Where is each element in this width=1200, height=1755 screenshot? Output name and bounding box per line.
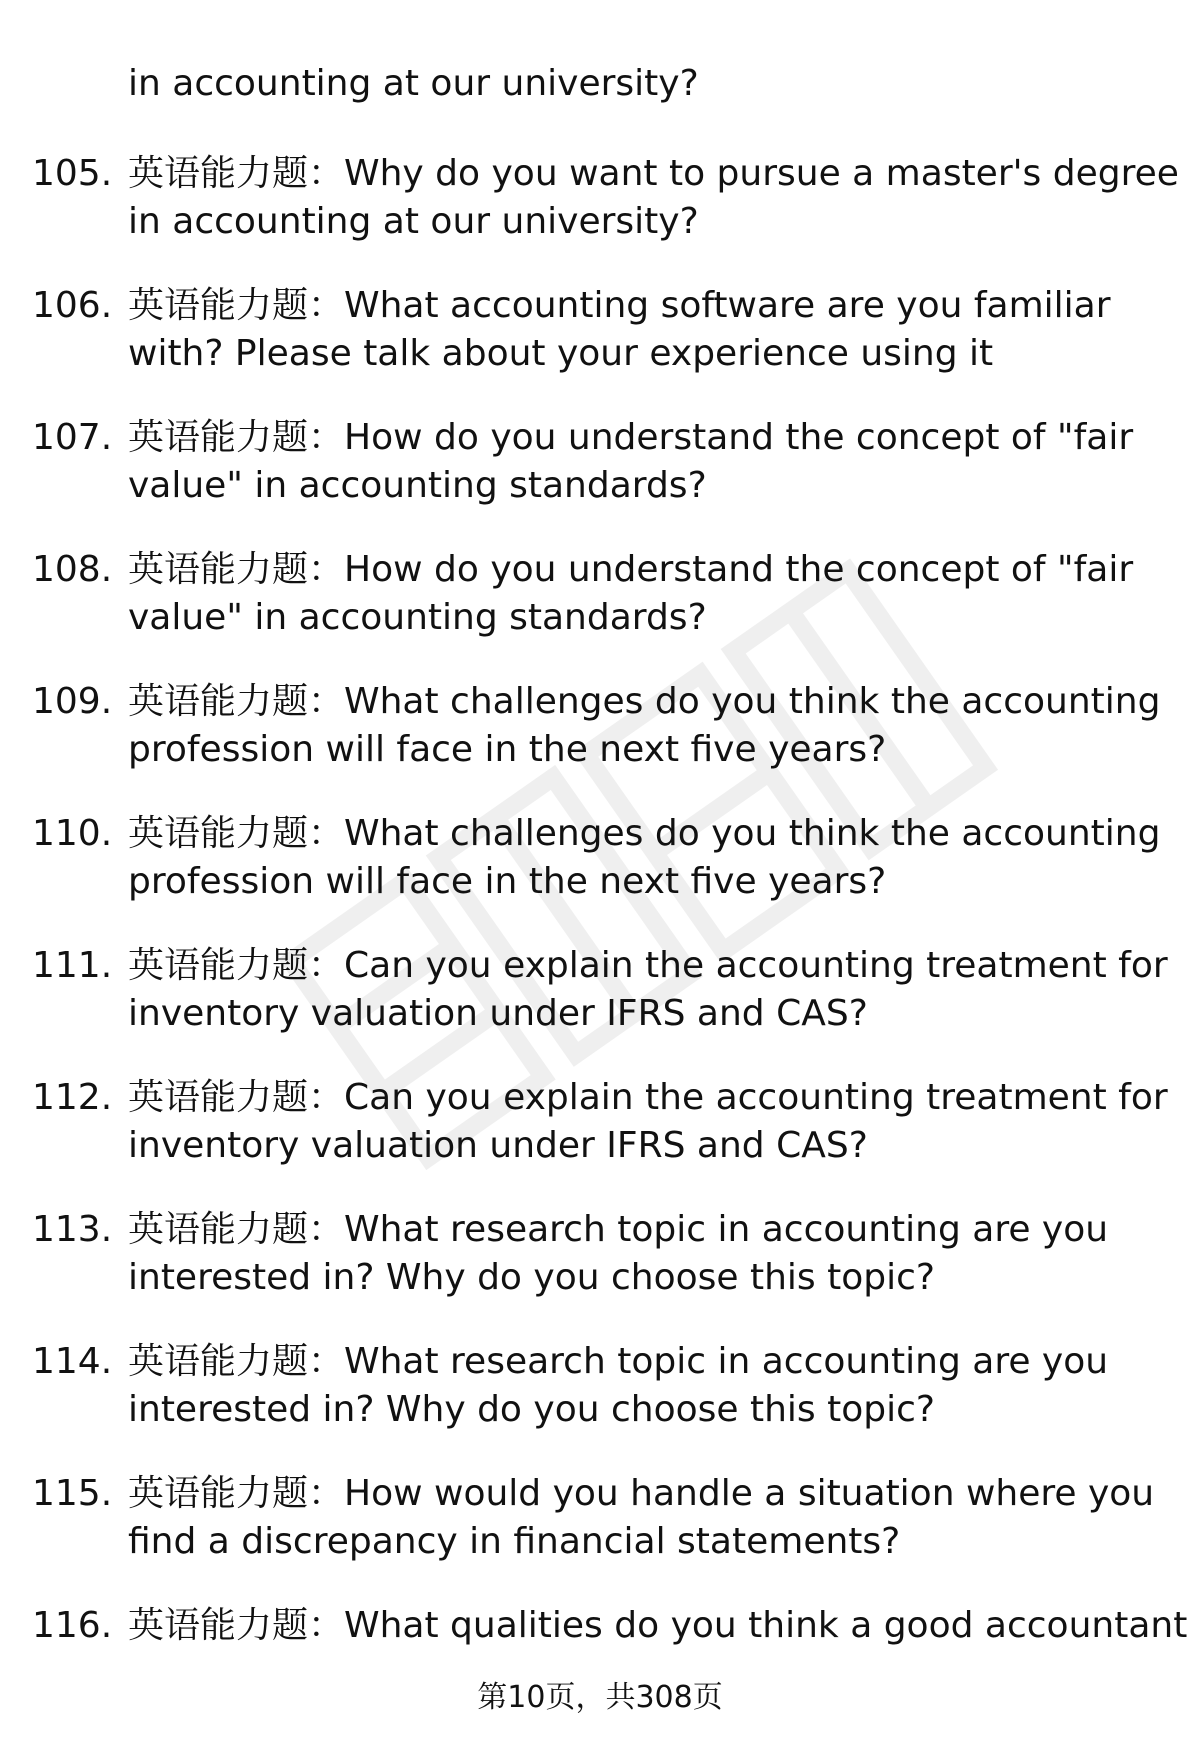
question-number: 109. <box>32 681 113 722</box>
question-label: 英语能力题： <box>128 1473 345 1514</box>
question-number: 105. <box>32 153 113 194</box>
question-number: 106. <box>32 285 113 326</box>
question-line <box>128 1074 1168 1122</box>
question-label: 英语能力题： <box>128 153 345 194</box>
question-line1: How do you understand the concept of "fair <box>344 417 1134 458</box>
question-label: 英语能力题： <box>128 1209 345 1250</box>
question-label: 英语能力题： <box>128 417 345 458</box>
question-line <box>128 1206 1168 1254</box>
question-text <box>128 678 1168 774</box>
question-item <box>0 1206 1200 1338</box>
question-label: 英语能力题： <box>128 945 345 986</box>
question-item <box>0 1074 1200 1206</box>
question-number: 111. <box>32 945 113 986</box>
question-text <box>128 1602 1188 1650</box>
question-text <box>128 1206 1168 1302</box>
question-line <box>128 942 1168 990</box>
question-line1: Why do you want to pursue a master's degree <box>344 153 1179 194</box>
page-footer: 第10页，共308页 <box>477 1680 723 1715</box>
question-number: 110. <box>32 813 113 854</box>
question-number: 108. <box>32 549 113 590</box>
question-line <box>128 150 1179 198</box>
question-number: 107. <box>32 417 113 458</box>
question-line1: What challenges do you think the accounting <box>344 681 1161 722</box>
question-item <box>0 678 1200 810</box>
question-text <box>128 414 1168 510</box>
question-line <box>128 678 1168 726</box>
question-number: 112. <box>32 1077 113 1118</box>
question-line1: What challenges do you think the accounting <box>344 813 1161 854</box>
question-item <box>0 810 1200 942</box>
question-label: 英语能力题： <box>128 549 345 590</box>
question-line <box>128 1470 1168 1518</box>
question-line <box>128 1338 1168 1386</box>
question-text <box>128 546 1168 642</box>
question-item <box>0 546 1200 678</box>
question-line2: interested in? Why do you choose this topic? <box>128 1257 936 1298</box>
question-line2: in accounting at our university? <box>128 201 699 242</box>
question-label: 英语能力题： <box>128 1341 345 1382</box>
question-number: 114. <box>32 1341 113 1382</box>
question-line <box>128 1602 1188 1650</box>
question-text <box>128 150 1179 246</box>
question-line2: value" in accounting standards? <box>128 597 707 638</box>
question-line <box>128 546 1168 594</box>
question-line2: inventory valuation under IFRS and CAS? <box>128 1125 868 1166</box>
question-line2: find a discrepancy in financial statements? <box>128 1521 901 1562</box>
question-text <box>128 1074 1168 1170</box>
question-item <box>0 282 1200 414</box>
continuation-line: in accounting at our university? <box>128 63 699 104</box>
question-line1: Can you explain the accounting treatment for <box>344 1077 1168 1118</box>
question-label: 英语能力题： <box>128 681 345 722</box>
question-line1: Can you explain the accounting treatment for <box>344 945 1168 986</box>
question-number: 113. <box>32 1209 113 1250</box>
question-label: 英语能力题： <box>128 1077 345 1118</box>
question-line1: What research topic in accounting are you <box>344 1209 1109 1250</box>
question-line <box>128 810 1168 858</box>
question-number: 115. <box>32 1473 113 1514</box>
question-item <box>0 414 1200 546</box>
question-text <box>128 810 1168 906</box>
question-line2: interested in? Why do you choose this topic? <box>128 1389 936 1430</box>
question-text <box>128 1338 1168 1434</box>
question-line1: How do you understand the concept of "fair <box>344 549 1134 590</box>
question-item <box>0 1338 1200 1470</box>
question-line2: with? Please talk about your experience using it <box>128 333 994 374</box>
question-line1: What research topic in accounting are you <box>344 1341 1109 1382</box>
question-label: 英语能力题： <box>128 1605 345 1646</box>
question-line2: value" in accounting standards? <box>128 465 707 506</box>
question-line2: profession will face in the next five years? <box>128 729 887 770</box>
question-item <box>0 942 1200 1074</box>
question-item <box>0 1470 1200 1602</box>
question-line1: How would you handle a situation where you <box>344 1473 1155 1514</box>
question-line2: profession will face in the next five years? <box>128 861 887 902</box>
question-line <box>128 282 1168 330</box>
question-list <box>0 150 1200 1734</box>
question-label: 英语能力题： <box>128 285 345 326</box>
question-text <box>128 1470 1168 1566</box>
question-text <box>128 282 1168 378</box>
question-number: 116. <box>32 1605 113 1646</box>
question-line1: What accounting software are you familiar <box>344 285 1111 326</box>
question-item <box>0 150 1200 282</box>
question-line <box>128 414 1168 462</box>
question-label: 英语能力题： <box>128 813 345 854</box>
question-text <box>128 942 1168 1038</box>
question-line1: What qualities do you think a good accountant <box>344 1605 1188 1646</box>
question-line2: inventory valuation under IFRS and CAS? <box>128 993 868 1034</box>
